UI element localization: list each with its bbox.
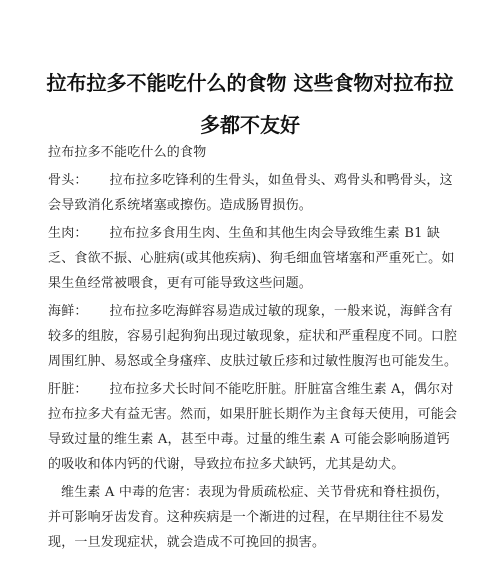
section-text: 拉布拉多吃海鲜容易造成过敏的现象，一般来说，海鲜含有较多的组胺，容易引起狗狗出现过敏现象，症状和严重程度不同。口腔周围红肿、易怒或全身瘙痒、皮肤过敏丘疹和过敏性腹泻也可能发生。 — [48, 304, 458, 369]
section-label: 骨头： — [48, 173, 88, 188]
section-raw-meat — [48, 221, 458, 296]
article-body — [48, 140, 458, 558]
vitamin-a-note: 维生素 A 中毒的危害：表现为骨质疏松症、关节骨疣和脊柱损伤，并可影响牙齿发育。这种疾病是一个渐进的过程，在早期往往不易发现，一旦发现症状，就会造成不可挽回的损害。 — [48, 485, 449, 550]
section-liver — [48, 377, 458, 477]
section-label: 生肉： — [48, 226, 88, 241]
article-subtitle: 拉布拉多不能吃什么的食物 — [48, 145, 207, 160]
article-title — [0, 62, 500, 146]
article-title-line-1: 拉布拉多不能吃什么的食物 这些食物对拉布拉 — [46, 71, 454, 95]
section-seafood — [48, 299, 458, 374]
section-text: 拉布拉多犬长时间不能吃肝脏。肝脏富含维生素 A，偶尔对拉布拉多犬有益无害。然而，如果肝脏长期作为主食每天使用，可能会导致过量的维生素 A，甚至中毒。过量的维生素 A 可能会影响肠道钙的吸收和体内钙的代谢，导致拉布拉多犬缺钙，尤其是幼犬。 — [48, 382, 458, 472]
section-bones — [48, 168, 458, 218]
section-text: 拉布拉多吃锋利的生骨头，如鱼骨头、鸡骨头和鸭骨头，这会导致消化系统堵塞或擦伤。造成肠胃损伤。 — [48, 173, 453, 213]
section-label: 肝脏： — [48, 382, 88, 397]
section-text: 拉布拉多食用生肉、生鱼和其他生肉会导致维生素 B1 缺乏、食欲不振、心脏病(或其他疾病)、狗毛细血管堵塞和严重死亡。如果生鱼经常被喂食，更有可能导致这些问题。 — [48, 226, 455, 291]
section-label: 海鲜： — [48, 304, 88, 319]
bottom-fade — [0, 552, 500, 565]
article-title-line-2: 多都不友好 — [200, 113, 300, 137]
